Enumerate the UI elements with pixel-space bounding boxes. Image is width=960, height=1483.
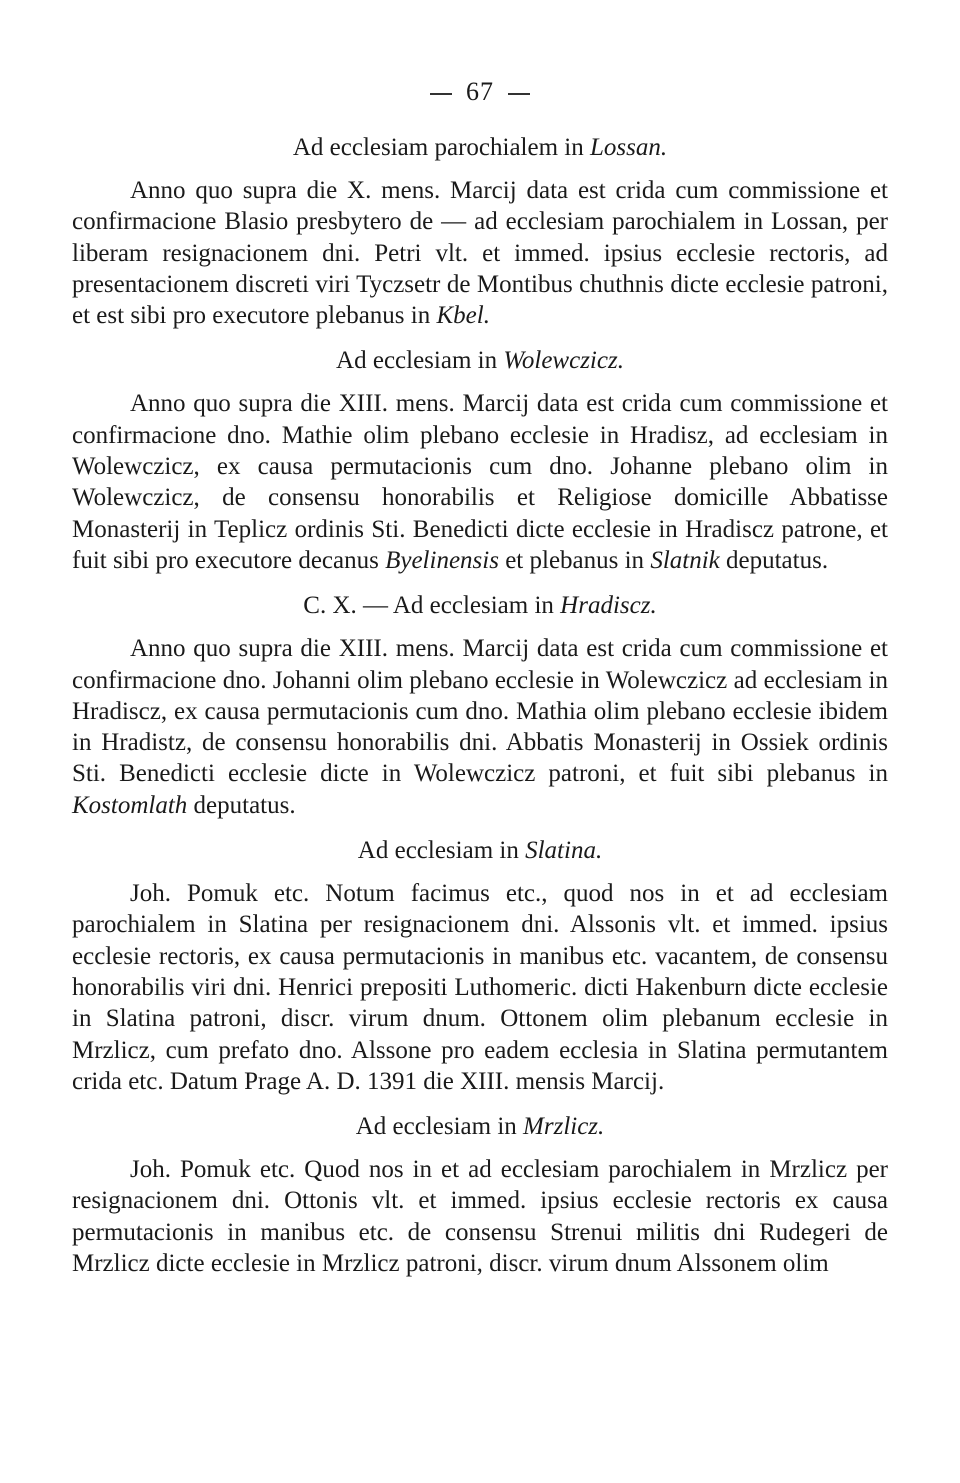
section-heading [72, 590, 888, 621]
heading-text: Ad ecclesiam in [355, 1113, 524, 1141]
paragraph-text: Joh. Pomuk etc. Quod nos in et ad ecclesiam parochialem in Mrzlicz per resignacionem dni. Ottonis vlt. et immed. ipsius ecclesie rectoris ex causa permutacionis in manibus etc. de consensu Strenui militis dni Rudegeri de Mrzlicz dicte ecclesie in Mrzlicz patroni, discr. virum dnum Alssonem olim [72, 1156, 888, 1278]
heading-italic: Mrzlicz. [523, 1113, 605, 1141]
document-body [72, 132, 888, 1279]
section-paragraph [72, 175, 888, 331]
heading-italic: Hradiscz. [560, 592, 657, 620]
heading-text: Ad ecclesiam in [336, 347, 504, 375]
section-heading [72, 835, 888, 866]
heading-text: C. X. — Ad ecclesiam in [303, 592, 561, 620]
page-number [72, 76, 888, 108]
paragraph-text: et plebanus in [498, 546, 651, 574]
heading-text: Ad ecclesiam in [357, 837, 526, 865]
folio-dash-right [508, 93, 530, 95]
paragraph-text: Anno quo supra die XIII. mens. Marcij data est crida cum commissione et confirmacione dno. Johanni olim plebano ecclesie in Wolewczicz ad ecclesiam in Hradiscz, ex causa permutacionis cum dno. Mathia olim plebano ecclesie ibidem in Hradistz, de consensu honorabilis dni. Abbatis Monasterij in Ossiek ordinis Sti. Benedicti ecclesie dicte in Wolewczicz patroni, et fuit sibi plebanus in [72, 635, 888, 788]
section-paragraph [72, 878, 888, 1097]
section-heading [72, 1111, 888, 1142]
heading-italic: Lossan. [589, 134, 668, 161]
section-paragraph [72, 633, 888, 821]
page [72, 76, 888, 1293]
heading-text: Ad ecclesiam parochialem in [292, 134, 590, 161]
section-heading [72, 345, 888, 376]
section-paragraph [72, 388, 888, 576]
paragraph-text: Joh. Pomuk etc. Notum facimus etc., quod nos in et ad ecclesiam parochialem in Slatina per resignacionem dni. Alssonis vlt. et immed. ipsius ecclesie rectoris, ex causa permutacionis in manibus etc. vacantem, de consensu honorabilis viri dni. Henrici prepositi Luthomeric. dicti Hakenburn dicte ecclesie in Slatina patroni, discr. virum dnum. Ottonem olim plebanum ecclesie in Mrzlicz, cum prefato dno. Alssone pro eadem ecclesia in Slatina permutantem crida etc. Datum Prage A. D. 1391 die XIII. mensis Marcij. [72, 880, 888, 1095]
paragraph-italic: Slatnik [650, 546, 720, 574]
section-heading [72, 132, 888, 163]
heading-italic: Slatina. [525, 837, 603, 865]
paragraph-text: deputatus. [719, 546, 829, 574]
paragraph-italic: Kostomlath [72, 791, 188, 819]
section-paragraph [72, 1154, 888, 1279]
paragraph-italic: Byelinensis [385, 546, 499, 574]
folio-dash-left [430, 93, 452, 95]
paragraph-italic: Kbel. [436, 302, 490, 330]
paragraph-text: deputatus. [187, 791, 296, 819]
paragraph-text: Anno quo supra die XIII. mens. Marcij data est crida cum commissione et confirmacione dno. Mathie olim plebano ecclesie in Hradisz, ad ecclesiam in Wolewczicz, ex causa permutacionis cum dno. Johanne plebano olim in Wolewczicz, de consensu honorabilis et Religiose domicille Abbatisse Monasterij in Teplicz ordinis Sti. Benedicti dicte ecclesie in Hradiscz patrone, et fuit sibi pro executore decanus [72, 390, 888, 574]
page-number-value: 67 [466, 77, 494, 106]
heading-italic: Wolewczicz. [503, 347, 624, 375]
paragraph-text: Anno quo supra die X. mens. Marcij data est crida cum commissione et confirmacione Blasio presbytero de — ad ecclesiam parochialem in Lossan, per liberam resignacionem dni. Petri vlt. et immed. ipsius ecclesie rectoris, ad presentacionem discreti viri Tyczsetr de Montibus chuthnis dicte ecclesie patroni, et est sibi pro executore plebanus in [72, 177, 888, 330]
